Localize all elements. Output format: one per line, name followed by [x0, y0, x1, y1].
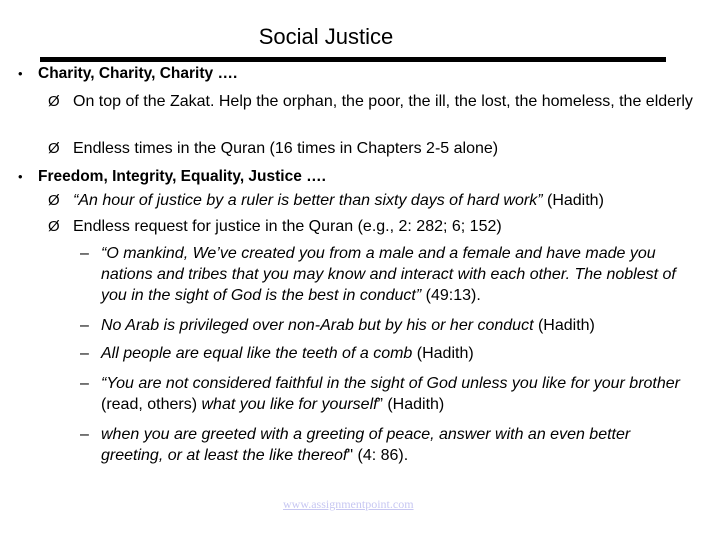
- quote-text: All people are equal like the teeth of a comb: [101, 345, 413, 362]
- quote-source: ” (Hadith): [377, 396, 445, 413]
- arrow-bullet-icon: Ø: [48, 140, 60, 157]
- quote-text: “You are not considered faithful in the sight of God unless you like for your brother: [101, 375, 680, 392]
- sub-point-text: Endless times in the Quran (16 times in Chapters 2-5 alone): [73, 140, 499, 157]
- quote-text: when you are greeted with a greeting of peace, answer with an even better greeting, or at least the like thereof: [101, 426, 631, 464]
- bullet-dot-icon: •: [18, 66, 23, 81]
- arrow-bullet-icon: Ø: [48, 218, 60, 235]
- quote-greeting: [80, 424, 680, 466]
- quote-text: No Arab is privileged over non-Arab but by his or her conduct: [101, 317, 534, 334]
- quote-source: (49:13).: [421, 287, 481, 304]
- bullet-heading: Charity, Charity, Charity ….: [38, 65, 238, 82]
- footer-website-link[interactable]: www.assignmentpoint.com: [283, 497, 414, 511]
- arrow-bullet-icon: Ø: [48, 93, 60, 110]
- sub-point-hour-of-justice: [48, 190, 698, 211]
- slide-title: Social Justice: [258, 24, 394, 49]
- quote-source: " (4: 86).: [347, 447, 409, 464]
- bullet-freedom: [18, 168, 326, 186]
- bullet-dot-icon: •: [18, 169, 23, 184]
- sub-point-text: Endless request for justice in the Quran (e.g., 2: 282; 6; 152): [73, 218, 502, 235]
- bullet-charity: [18, 65, 237, 83]
- quote-source: (Hadith): [412, 345, 474, 362]
- quote-equal-people: [80, 343, 680, 364]
- quote-aside: (read, others): [101, 396, 202, 413]
- dash-bullet-icon: –: [80, 375, 89, 392]
- quote-source: (Hadith): [542, 192, 604, 209]
- dash-bullet-icon: –: [80, 345, 89, 362]
- dash-bullet-icon: –: [80, 245, 89, 262]
- quote-faithful: [80, 373, 680, 415]
- dash-bullet-icon: –: [80, 426, 89, 443]
- quote-text: “O mankind, We’ve created you from a male and a female and have made you nations and tribes that you may know and interact with each other. The noblest of you in the sight of God is the best in conduct”: [101, 245, 676, 304]
- quote-source: (Hadith): [533, 317, 595, 334]
- sub-point-text: On top of the Zakat. Help the orphan, the poor, the ill, the lost, the homeless, the elderly: [73, 93, 693, 110]
- quote-text: what you like for yourself: [201, 396, 378, 413]
- bullet-heading: Freedom, Integrity, Equality, Justice ….: [38, 168, 326, 185]
- sub-point-justice-request: [48, 216, 698, 237]
- quote-mankind: [80, 243, 680, 306]
- title-underline: [40, 57, 666, 62]
- sub-point-quran-times: [48, 138, 698, 159]
- arrow-bullet-icon: Ø: [48, 192, 60, 209]
- dash-bullet-icon: –: [80, 317, 89, 334]
- quote-no-arab: [80, 315, 680, 336]
- sub-point-zakat: [48, 91, 698, 112]
- quote-text: “An hour of justice by a ruler is better than sixty days of hard work”: [73, 192, 543, 209]
